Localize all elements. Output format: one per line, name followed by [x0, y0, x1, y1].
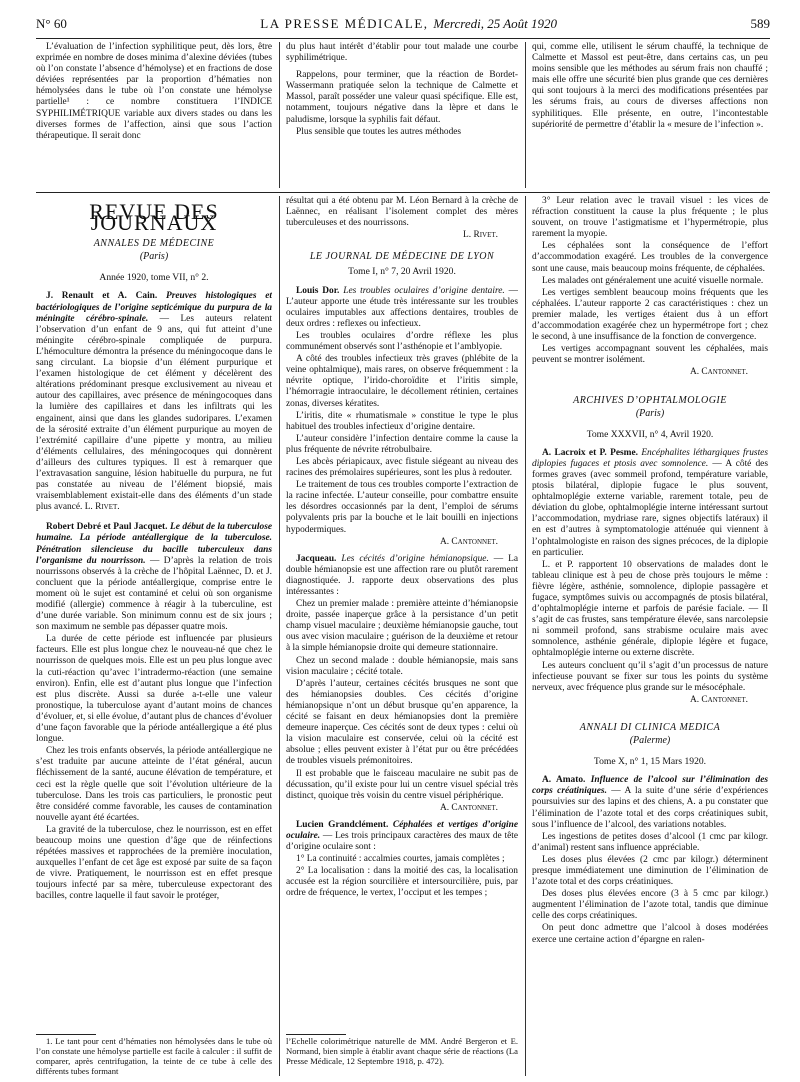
paragraph: L’auteur considère l’infection dentaire comme la cause la plus fréquente de névrite rétrobulbaire. [286, 433, 518, 455]
paragraph: du plus haut intérêt d’établir pour tout malade une courbe syphilimétrique. [286, 42, 518, 64]
article-title: Preuves histologiques et bactériologiques de l’origine septicémique du purpura de la méningite cérébro-spinale. [36, 291, 272, 324]
paragraph: Les ingestions de petites doses d’alcool (1 cmc par kilogr. d’animal) restent sans influence appréciable. [532, 831, 768, 853]
article-signature: A. Cantonnet. [689, 694, 748, 705]
journal-issue: Tome X, n° 1, 15 Mars 1920. [593, 756, 707, 768]
article-authors: A. Amato. [542, 775, 586, 786]
paragraph: Chez les trois enfants observés, la période antéallergique ne s’est traduite par aucune atteinte de l’état général, aucun fléchissement de la santé, aucune élévation de température, et ceci est la règle quelle que soit l’évolution ultérieure de la tuberculose. Dans les trois cas particuliers, le pronostic peut être considéré comme favorable, les causes de contamination nouvelle ayant été écartées. [36, 746, 272, 823]
article [532, 775, 768, 830]
article [36, 522, 272, 633]
page-number: 589 [750, 16, 770, 31]
footnote [36, 1036, 272, 1076]
article-authors: A. Lacroix et P. Pesme. [542, 447, 638, 458]
section-title: REVUE DES JOURNAUX [89, 199, 219, 236]
article-title: Les troubles oculaires d’origine dentaire. [343, 285, 505, 296]
footnote-text: 1. Le tant pour cent d’hématies non hémolysées dans le tube où l’on constate une hémolyse partielle est facile à calculer : il suffit de comparer, après centrifugation, la teinte de ce tube à celle des différents tubes formant [36, 1036, 272, 1076]
paragraph: L. et P. rapportent 10 observations de malades dont le tableau clinique est à peu de chose près toujours le même : fièvre légère, asthénie, somnolence, diplopie passagère et fugace, symptômes suivis ou accompagnés de ptosis bilatéral, d’ophtalmoplégie interne et parfois de parésie faciale. — Il s’agit de cas frustes, sans température élevée, sans narcolepsie ni sommeil profond, sans strabisme oculaire mais avec somnolence, asthénie générale, diplopie légère et fugace, ophtalmoplégie interne ou externe discrète. [532, 559, 768, 659]
journal-title: ANNALES DE MÉDECINE [93, 238, 215, 250]
footnote-rule [286, 1034, 346, 1035]
article [286, 820, 518, 853]
column-3 [532, 196, 768, 1076]
article-title: Le début de la tuberculose humaine. La période antéallergique de la tuberculose. Pénétration silencieuse du bacille tuberculeux dans l’organisme du nourrisson. [36, 522, 272, 566]
article-signature: A. Cantonnet. [439, 536, 498, 547]
paragraph: Rappelons, pour terminer, que la réaction de Bordet-Wassermann pratiquée selon la technique de Calmette et Massol, paraît posséder une valeur quasi spécifique. Elle est, notamment, toujours négative dans la lèpre et dans le paludisme, lorsque la syphilis fait défaut. [286, 70, 518, 125]
paragraph: La gravité de la tuberculose, chez le nourrisson, est en effet beaucoup moins une question d’âge que de réinfections répétées massives et rapprochées de la première inoculation, auxquelles l’enfant de cet âge est exposé par suite de sa façon de vivre. Pratiquement, le nourrisson est en effet presque toujours infecté par sa mère, tuberculeuse expectorant des bacilles, contre laquelle il faut savoir le protéger, [36, 824, 272, 902]
top-column-1 [36, 42, 272, 190]
article [36, 291, 272, 513]
paragraph: Les céphalées sont la conséquence de l’effort d’accommodation exagéré. Les troubles de la convergence sont une cause, mais beaucoup moins fréquente, de céphalées. [532, 241, 768, 274]
article-signature: L. Rivet. [84, 502, 120, 513]
article-title: Influence de l’alcool sur l’élimination des corps créatiniques. [532, 775, 768, 797]
journal-name: LA PRESSE MÉDICALE, [260, 16, 429, 31]
column-divider [525, 42, 526, 188]
journal-masthead [260, 16, 557, 32]
article-body: — Les auteurs relatent l’observation d’un enfant de 9 ans, qui fut atteint d’une méningite cérébro-spinale compliquée de purpura. L’hémoculture démontra la présence du méningocoque dans le sang circulant. La biopsie d’un élément purpurique et l’examen histologique de cet élément y décelèrent des altérations prédominant presque exclusivement au niveau et autour des capillaires, avec présence de méningocoques dans la lumière des capillaires et dans les infiltrats qui les engainent, ainsi que dans les glandes sudoripares. L’examen de la sérosité extraite d’un élément purpurique au moyen de l’extrémité capillaire d’une pipette y montra, au milieu d’éléments cellulaires, des méningocoques qui donnèrent d’ailleurs des cultures typiques. Il est à remarquer que l’extravasation sanguine, lésion habituelle du purpura, ne fut pas constatée au niveau de l’élément biopsié, mais vraisemblablement existait-elle dans des éléments d’un stade plus avancé. [36, 313, 272, 513]
article-title: Céphalées et vertiges d’origine oculaire. [286, 819, 518, 841]
column-divider [279, 42, 280, 188]
article-authors: Louis Dor. [296, 285, 340, 296]
paragraph: résultat qui a été obtenu par M. Léon Bernard à la crèche de Laënnec, en réalisant l’isolement complet des mères tuberculeuses et des nourrissons. [286, 196, 518, 229]
article-authors: Robert Debré et Paul Jacquet. [46, 522, 168, 533]
footnote-rule [36, 1034, 96, 1035]
paragraph: Des doses plus élevées encore (3 à 5 cmc par kilogr.) augmentent l’élimination de l’azote total, tandis que diminue celle des corps créatiniques. [532, 889, 768, 922]
column-divider [279, 196, 280, 1076]
footnote [286, 1036, 518, 1076]
paragraph: Les vertiges semblent beaucoup moins fréquents que les céphalées. L’auteur rapporte 2 cas caractéristiques : chez un premier malade, les vertiges étaient dus à un effort d’accommodation exagérée chez un hypermétrope fort ; chez le second, à une insuffisance de la fonction de convergence. [532, 287, 768, 343]
journal-city: (Paris) [635, 407, 665, 419]
paragraph: D’après l’auteur, certaines cécités brusques ne sont que des hémianopsies doubles. Ces cécités d’origine hémianopsique n’ont un début brusque qu’en apparence, la cécité se faisant en deux hémianopsies dont la première demeure inaperçue. Ces cécités sont de deux types : celui où la vision maculaire est conservée, celui où la cécité est absolue ; elles peuvent exister à l’état pur ou être précédées de troubles visuels prémonitoires. [286, 678, 518, 767]
paragraph: Il est probable que le faisceau maculaire ne subit pas de décussation, qu’il existe pour lui un centre visuel spécial très distinct, quoique très voisin du centre visuel périphérique. [286, 768, 518, 801]
journal-issue: Tome I, n° 7, 20 Avril 1920. [348, 266, 456, 278]
paragraph: Chez un premier malade : première atteinte d’hémianopsie droite, passée inaperçue grâce à la persistance d’un petit champ visuel maculaire ; deuxième hémianopsie gauche, tout ous avec vision maculaire ; guérison de la deuxième et retour à la simple hémianopsie droite qui demeure stationnaire. [286, 599, 518, 654]
header-rule [36, 38, 770, 39]
paragraph: Les abcès périapicaux, avec fistule siégeant au niveau des racines des prémolaires supérieures, sont les plus à redouter. [286, 456, 518, 479]
paragraph: 2° La localisation : dans la moitié des cas, la localisation accusée est la région sourcilière et intersourcilière, puis, par ordre de fréquence, le vertex, l’occiput et les tempes ; [286, 866, 518, 899]
footnote-text: l’Echelle colorimétrique naturelle de MM. André Bergeron et E. Normand, bien simple à établir avant chaque série de réactions (La Presse Médicale, 12 Septembre 1918, p. 472). [286, 1036, 518, 1066]
article-title: Les cécités d’origine hémianopsique. [341, 553, 489, 564]
column-divider [525, 196, 526, 1076]
paragraph: Les auteurs concluent qu’il s’agit d’un processus de nature infectieuse pouvant se fixer sur tous les points du système nerveux, avec fréquence plus grande sur le mésocéphale. [532, 660, 768, 693]
journal-title: ARCHIVES D’OPHTALMOLOGIE [573, 394, 727, 406]
article-authors: J. Renault et A. Cain. [46, 291, 158, 302]
section-rule [36, 192, 770, 193]
paragraph: Le traitement de tous ces troubles comporte l’extraction de la racine infectée. L’auteur conseille, pour combattre ensuite les désordres occasionnés par la dent, l’emploi de sérums polyvalents pris par la bouche et le lait bouilli en injections hypodermiques. [286, 480, 518, 535]
paragraph: Les vertiges accompagnant souvent les céphalées, mais peuvent se montrer isolément. [532, 344, 768, 366]
journal-issue: Année 1920, tome VII, n° 2. [99, 272, 209, 284]
journal-issue: Tome XXXVII, n° 4, Avril 1920. [586, 428, 714, 440]
issue-number: N° 60 [36, 16, 67, 31]
top-column-3 [532, 42, 768, 190]
journal-city: (Palerme) [629, 735, 671, 747]
journal-title: LE JOURNAL DE MÉDECINE DE LYON [309, 251, 495, 263]
page-header [36, 16, 770, 36]
article [532, 448, 768, 559]
column-2 [286, 196, 518, 1038]
paragraph: La durée de cette période est influencée par plusieurs facteurs. Elle est plus longue chez le nouveau-né que chez le nourrisson de quelques mois. Elle est un peu plus longue avec la cuti-réaction qu’avec l’intradermo-réaction (une semaine environ). Enfin, elle est d’autant plus longue que l’infection est plus discrète. Aussi sa durée a-t-elle une valeur pronostique, la tuberculose ayant d’autant moins de chances d’évoluer, et, si elle évolue, d’autant plus de chances d’évoluer d’une façon favorable que la période antéallergique a été plus longue. [36, 634, 272, 745]
paragraph: Chez un second malade : double hémianopsie, mais sans vision maculaire ; cécité totale. [286, 655, 518, 677]
paragraph: qui, comme elle, utilisent le sérum chauffé, la technique de Calmette et Massol est peut-être, dans certains cas, un peu moins sensible que les méthodes au sérum frais non chauffé ; mais elle offre une sécurité bien plus grande que ces dernières qui sont toujours à la merci des modifications présentées par les sérums frais, au cours de diverses affections non syphilitiques. Elle présente, en outre, l’incontestable supériorité de permettre d’établir la « mesure de l’infection ». [532, 42, 768, 130]
article-signature: A. Cantonnet. [439, 802, 498, 813]
article-body: — La double hémianopsie est une affection rare ou plutôt rarement diagnostiquée. J. rapporte deux observations des plus intéressantes : [286, 553, 518, 597]
article-signature: A. Cantonnet. [689, 367, 748, 378]
article-signature: L. Rivet. [463, 230, 498, 241]
paragraph: L’évaluation de l’infection syphilitique peut, dès lors, être exprimée en nombre de doses minima d’alexine déviées (tubes où l’on constate l’absence d’hémolyse) et en fractions de dose déviées représentées par la proportion d’hématies non hémolysées dans le tube où l’on constate une hémolyse partielle¹ : ce nombre constituera l’INDICE SYPHILIMÉTRIQUE variable aux divers stades ou dans les diverses formes de l’affection, ainsi que sous l’action thérapeutique. Il serait donc [36, 42, 272, 141]
paragraph: Les troubles oculaires d’ordre réflexe les plus communément observés sont l’asthénopie et l’amblyopie. [286, 330, 518, 353]
issue-date: Mercredi, 25 Août 1920 [433, 16, 558, 31]
article-body: — L’auteur apporte une étude très intéressante sur les troubles oculaires imputables aux affections dentaires, troubles de deux ordres : reflexes ou infectieux. [286, 285, 518, 329]
paragraph: Les doses plus élevées (2 cmc par kilogr.) déterminent presque immédiatement une diminution de l’élimination de l’azote total et des corps créatiniques. [532, 854, 768, 888]
article [286, 554, 518, 598]
article [286, 286, 518, 330]
top-column-2 [286, 42, 518, 190]
paragraph: A côté des troubles infectieux très graves (phlébite de la veine ophtalmique), mais rares, on observe fréquemment : la névrite optique, l’irido-choroïdite et l’iritis simple, l’hémorragie intraoculaire, le décollement rétinien, certaines zonas, diverses kératites. [286, 354, 518, 409]
article-authors: Lucien Grandclément. [296, 819, 389, 830]
article-title: Encéphalites léthargiques frustes diplopies fugaces et ptosis avec somnolence. [532, 447, 768, 469]
paragraph: L’iritis, dite « rhumatismale » constitue le type le plus habituel des troubles infectieux d’origine dentaire. [286, 410, 518, 432]
article-body: — A la suite d’une série d’expériences poursuivies sur des lapins et des chiens, A. a pu constater que l’élimination de l’azote total et des corps créatiniques subit, sous l’influence de l’alcool, des variations notables. [532, 786, 768, 830]
article-body: — A côté des formes graves (avec sommeil profond, température variable, ptosis bilatéral, diplopie fugace le plus souvent, ophtalmoplégie externe variable, rarement totale, peu de déviation du globe, ophtalmoplégie interne intéressant surtout l’accommodation, mydriase rare, signes objectifs latéraux) il en est d’autres à symptomatologie atténuée qui viennent à l’ophtalmologiste en raison des signes précoces, de la diplopie en particulier. [532, 458, 768, 558]
article-body: — Les trois principaux caractères des maux de tête d’origine oculaire sont : [286, 830, 518, 853]
article-body: — D’après la relation de trois nourrissons observés à la crèche de l’hôpital Laënnec, D. et J. concluent que la période antéallergique, comprise entre le moment où le sujet est contaminé et celui où son organisme modifié (allergie) commence à réagir à la tuberculine, est d’une durée variable. Son minimum connu est de six jours ; son maximum ne semble pas dépasser quatre mois. [36, 555, 272, 633]
journal-title: ANNALI DI CLINICA MEDICA [579, 721, 721, 733]
journal-city: (Paris) [139, 251, 169, 263]
column-1 [36, 196, 272, 1038]
paragraph: Les malades ont généralement une acuité visuelle normale. [542, 275, 764, 286]
paragraph: Plus sensible que toutes les autres méthodes [296, 126, 462, 137]
paragraph: 1° La continuité : accalmies courtes, jamais complètes ; [296, 854, 505, 865]
article-authors: Jacqueau. [296, 553, 337, 564]
paragraph: On peut donc admettre que l’alcool à doses modérées exerce une certaine action d’épargne en ralen- [532, 923, 768, 945]
paragraph: 3° Leur relation avec le travail visuel : les vices de réfraction constituent la cause la plus fréquente ; le plus souvent, on trouve l’astigmatisme et l’hypermétropie, plus rarement la myopie. [532, 196, 768, 240]
